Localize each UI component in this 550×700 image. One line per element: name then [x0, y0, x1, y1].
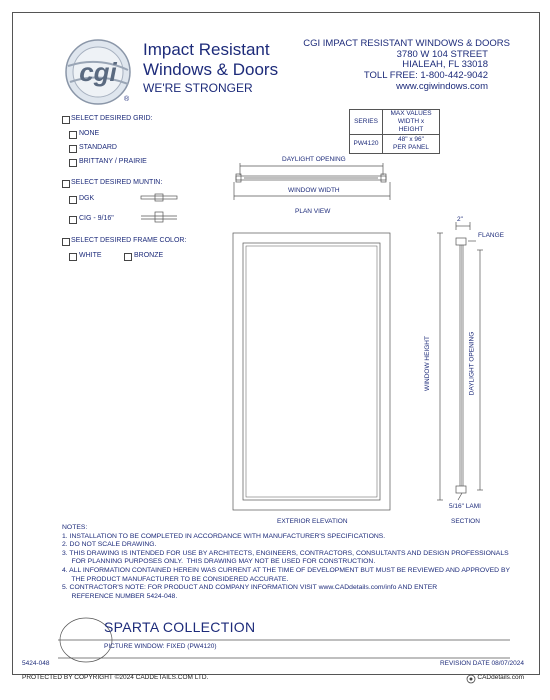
- section-flange: FLANGE: [478, 232, 505, 239]
- section-window-height: WINDOW HEIGHT: [423, 336, 431, 391]
- title-block-subtitle: PICTURE WINDOW: FIXED (PW4120): [104, 643, 217, 650]
- brand-line-2: Windows & Doors: [143, 60, 279, 79]
- grid-none-label: NONE: [79, 130, 100, 137]
- company-web[interactable]: www.cgiwindows.com: [396, 81, 488, 92]
- elevation-label: EXTERIOR ELEVATION: [277, 518, 348, 525]
- note-line: THE PRODUCT MANUFACTURER TO BE CONSIDERED ACCURATE.: [62, 575, 289, 583]
- company-street: 3780 W 104 STREET: [396, 49, 488, 60]
- caddetails-link[interactable]: CADdetails.com: [477, 674, 524, 681]
- spec-max-header-1: MAX VALUES: [390, 110, 432, 117]
- note-line: 4. ALL INFORMATION CONTAINED HEREIN WAS CURRENT AT THE TIME OF DEVELOPMENT BUT MUST BE REVIEWED AND APPROVED BY: [62, 566, 511, 574]
- note-line: 3. THIS DRAWING IS INTENDED FOR USE BY ARCHITECTS, ENGINEERS, CONTRACTORS, CONSULTANTS AND DESIGN PROFESSIONALS: [62, 549, 509, 557]
- title-block-title: SPARTA COLLECTION: [104, 619, 256, 635]
- note-line: 2. DO NOT SCALE DRAWING.: [62, 541, 157, 549]
- copyright-notice: PROTECTED BY COPYRIGHT ©2024 CADDETAILS.COM LTD.: [22, 674, 209, 681]
- spec-max-value-1: 48" x 96": [398, 136, 424, 143]
- plan-view-label: PLAN VIEW: [295, 208, 331, 215]
- frame-color-label: SELECT DESIRED FRAME COLOR:: [71, 237, 187, 244]
- plan-window-width: WINDOW WIDTH: [288, 187, 340, 194]
- grid-brittany-label: BRITTANY / PRAIRIE: [79, 158, 147, 165]
- frame-bronze-label: BRONZE: [134, 252, 164, 259]
- registered-mark-icon: ®: [124, 96, 130, 103]
- spec-series-value: PW4120: [350, 135, 383, 154]
- brand-tagline: WE'RE STRONGER: [143, 81, 253, 95]
- note-line: 5. CONTRACTOR'S NOTE: FOR PRODUCT AND COMPANY INFORMATION VISIT www.CADdetails.com/info AND ENTER: [62, 584, 438, 592]
- company-phone: TOLL FREE: 1-800-442-9042: [363, 70, 488, 81]
- company-city: HIALEAH, FL 33018: [402, 59, 488, 70]
- notes-block: [62, 524, 510, 601]
- spec-series-header: SERIES: [350, 110, 383, 135]
- caddetails-logo-icon: [466, 674, 476, 684]
- note-line: 1. INSTALLATION TO BE COMPLETED IN ACCORDANCE WITH MANUFACTURER'S SPECIFICATIONS.: [62, 532, 386, 540]
- muntin-cig-label: CIG - 9/16": [79, 215, 114, 222]
- brand-line-1: Impact Resistant: [143, 40, 270, 59]
- svg-text:cgi: cgi: [79, 57, 117, 87]
- grid-standard-label: STANDARD: [79, 144, 117, 151]
- frame-white-label: WHITE: [79, 252, 102, 259]
- revision-date: REVISION DATE 08/07/2024: [439, 660, 524, 667]
- section-dim-top: 2": [457, 216, 463, 223]
- section-glass: 5/16" LAMI: [449, 503, 481, 510]
- muntin-dgk-label: DGK: [79, 195, 95, 202]
- grid-label: SELECT DESIRED GRID:: [71, 115, 153, 122]
- company-name: CGI IMPACT RESISTANT WINDOWS & DOORS: [303, 38, 510, 49]
- note-line: FOR PLANNING PURPOSES ONLY. THIS DRAWING MAY NOT BE USED FOR CONSTRUCTION.: [62, 558, 376, 566]
- spec-max-value-2: PER PANEL: [392, 144, 429, 151]
- notes-heading: NOTES:: [62, 524, 88, 531]
- section-daylight-opening: DAYLIGHT OPENING: [468, 331, 476, 396]
- note-line: REFERENCE NUMBER 5424-048.: [62, 592, 178, 600]
- spec-max-header-2: WIDTH x HEIGHT: [397, 118, 425, 133]
- muntin-label: SELECT DESIRED MUNTIN:: [71, 179, 163, 186]
- drawing-reference-number: 5424-048: [22, 660, 50, 667]
- section-label: SECTION: [451, 518, 480, 525]
- plan-daylight-opening: DAYLIGHT OPENING: [282, 156, 346, 163]
